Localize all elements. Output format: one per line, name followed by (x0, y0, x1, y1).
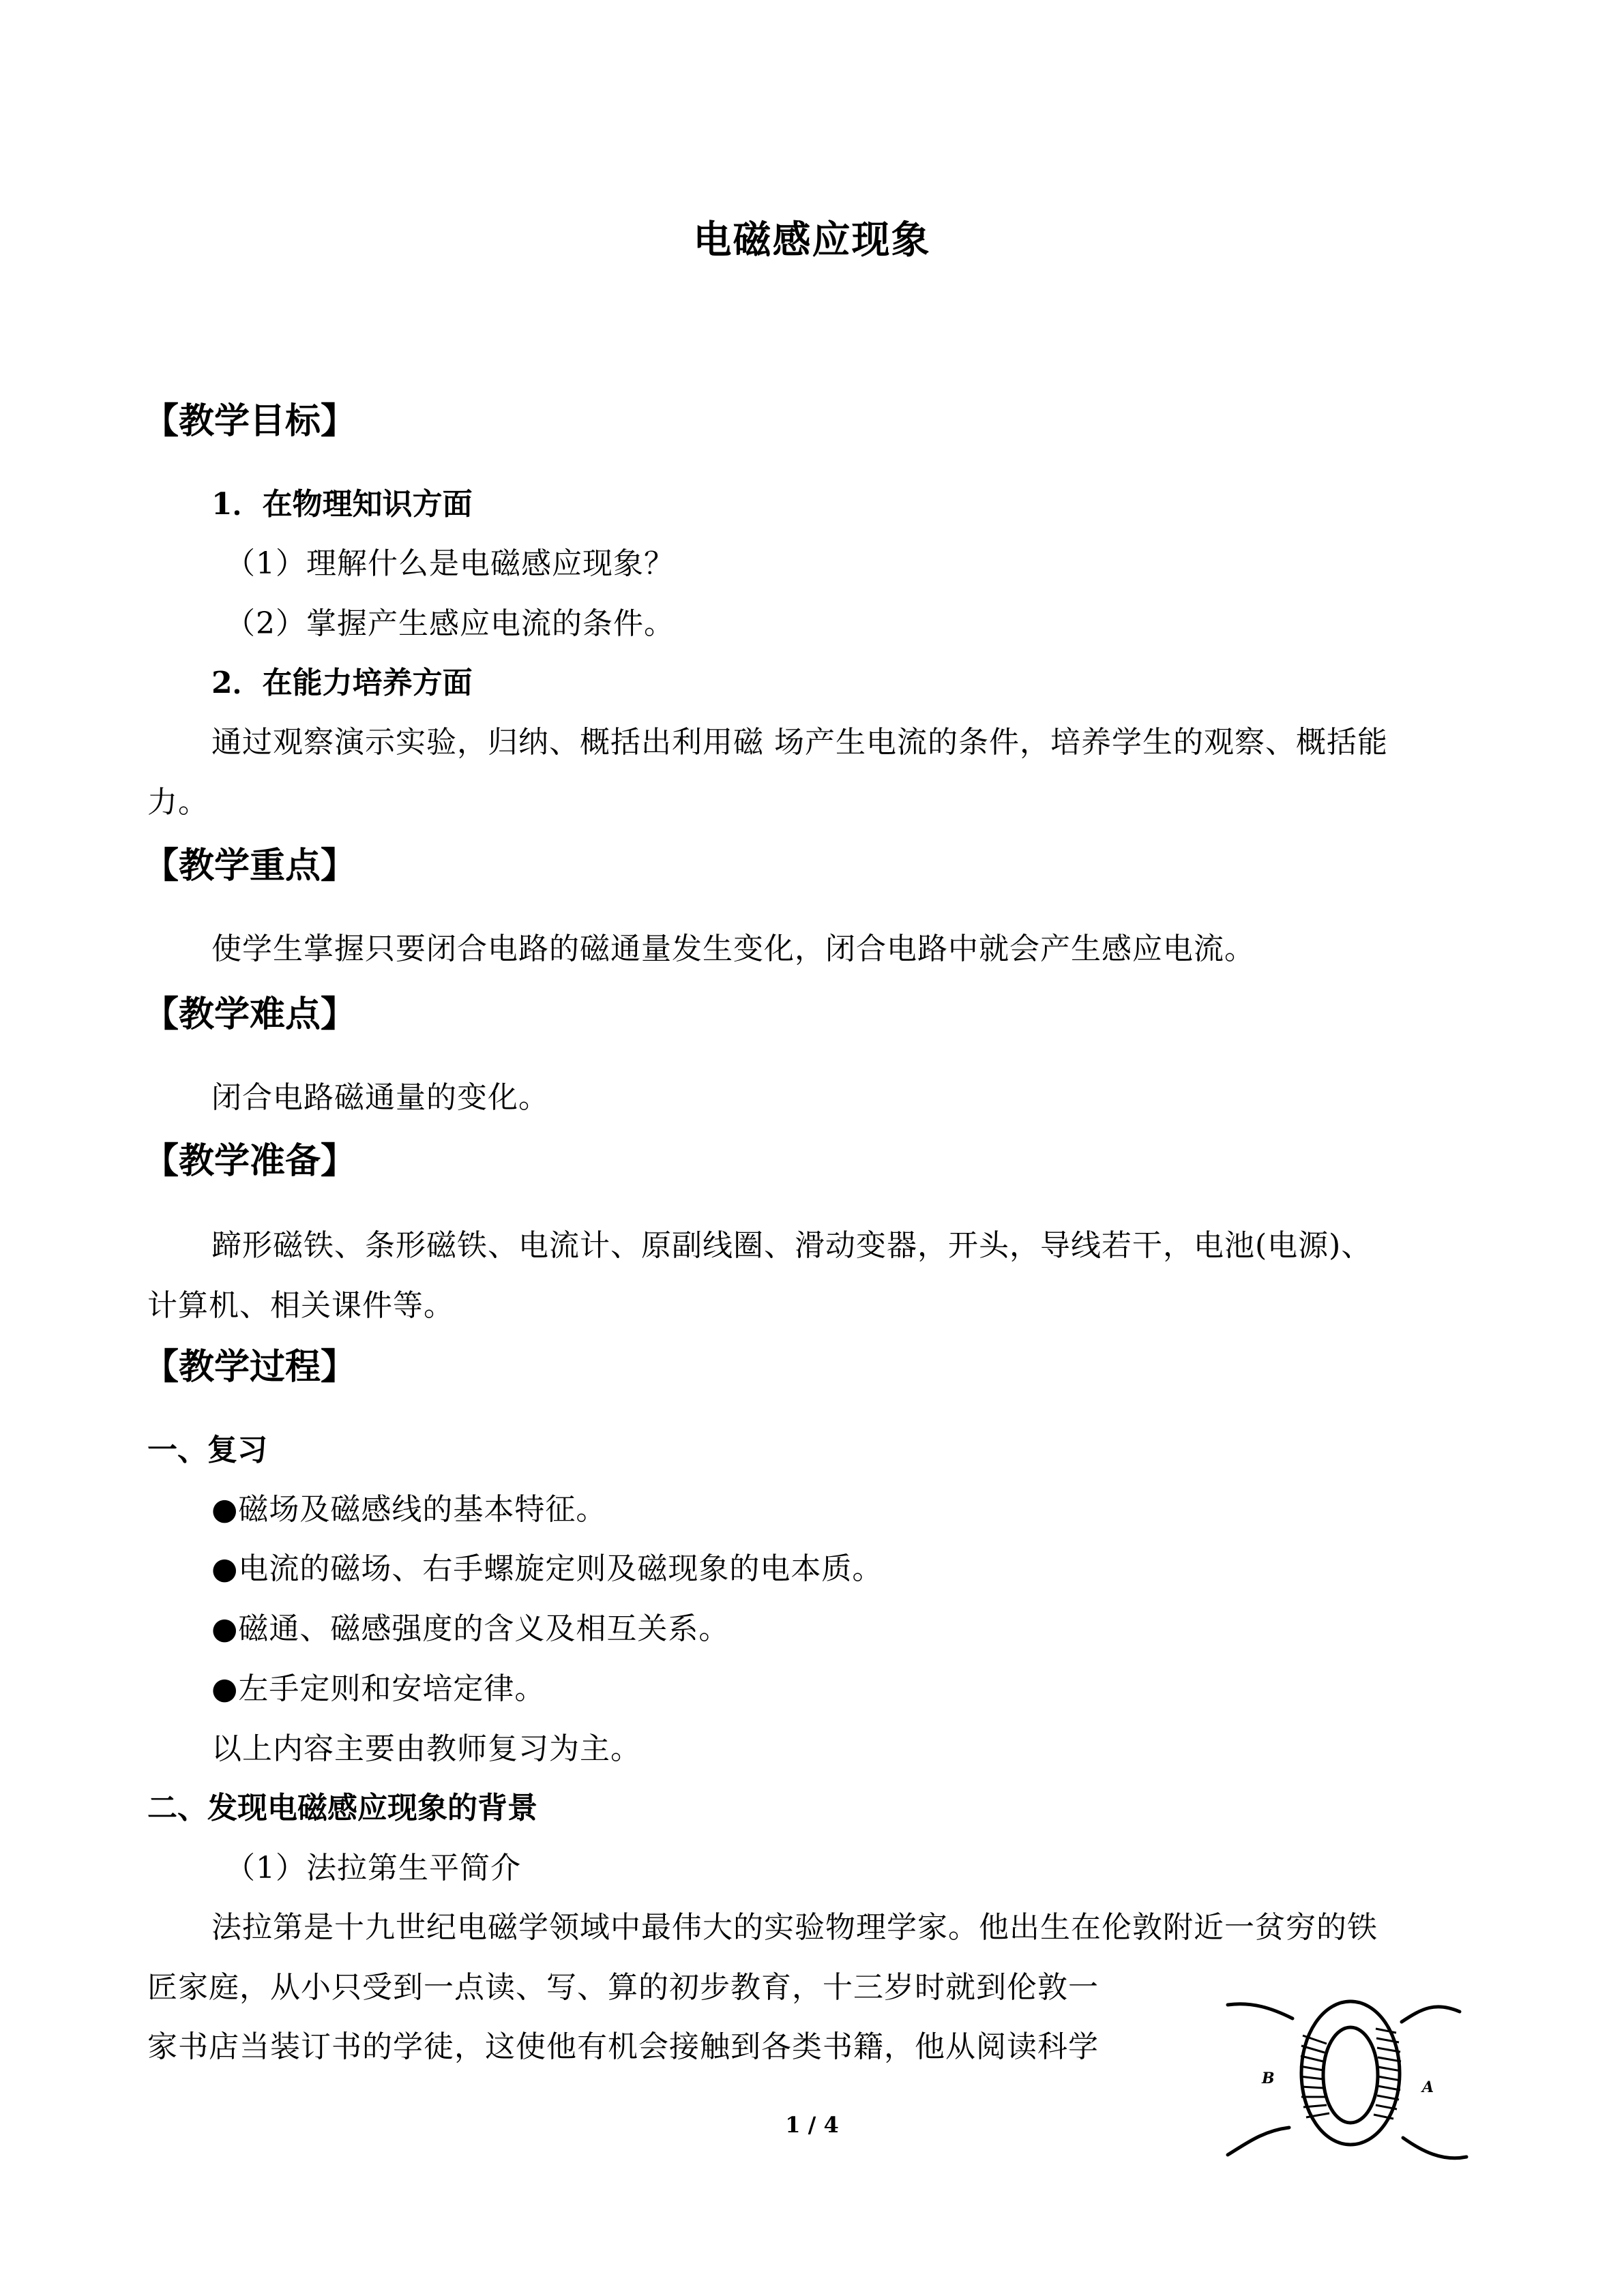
review-heading: 一、复习 (147, 1433, 267, 1467)
faraday-text-line1: 法拉第是十九世纪电磁学领域中最伟大的实验物理学家。他出生在伦敦附近一贫穷的铁 (211, 1910, 1378, 1945)
review-item: ●左手定则和安培定律。 (211, 1671, 546, 1706)
difficulties-text: 闭合电路磁通量的变化。 (211, 1080, 549, 1115)
review-item: ●电流的磁场、右手螺旋定则及磁现象的电本质。 (211, 1551, 883, 1586)
key-points-text: 使学生掌握只要闭合电路的磁通量发生变化，闭合电路中就会产生感应电流。 (211, 931, 1255, 966)
goal2-heading: 2．在能力培养方面 (211, 666, 473, 700)
document-title: 电磁感应现象 (693, 218, 931, 263)
section-difficulties: 【教学难点】 (143, 994, 357, 1035)
goal2-text-line2: 力。 (147, 785, 209, 820)
figure-label-a: A (1422, 2078, 1434, 2096)
figure-label-b: B (1262, 2070, 1275, 2087)
background-heading: 二、发现电磁感应现象的背景 (147, 1791, 537, 1825)
review-item: ●磁场及磁感线的基本特征。 (211, 1492, 607, 1527)
goal1-item2: （2）掌握产生感应电流的条件。 (225, 606, 675, 641)
goal1-item1: （1）理解什么是电磁感应现象？ (225, 546, 675, 581)
section-teaching-goals: 【教学目标】 (143, 400, 357, 442)
faraday-heading: （1）法拉第生平简介 (225, 1851, 521, 1885)
review-note: 以上内容主要由教师复习为主。 (211, 1731, 641, 1766)
preparation-text-line2: 计算机、相关课件等。 (147, 1288, 454, 1323)
goal2-text-line1: 通过观察演示实验，归纳、概括出利用磁 场产生电流的条件，培养学生的观察、概括能 (211, 725, 1388, 760)
goal1-heading: 1．在物理知识方面 (211, 487, 473, 522)
faraday-text-line2: 匠家庭，从小只受到一点读、写、算的初步教育，十三岁时就到伦敦一 (147, 1970, 1099, 2005)
faraday-text-line3: 家书店当装订书的学徒，这使他有机会接触到各类书籍，他从阅读科学 (147, 2029, 1099, 2064)
section-process: 【教学过程】 (143, 1346, 357, 1388)
section-key-points: 【教学重点】 (143, 845, 357, 886)
preparation-text-line1: 蹄形磁铁、条形磁铁、电流计、原副线圈、滑动变器，开头，导线若干，电池(电源)、 (211, 1228, 1372, 1263)
section-preparation: 【教学准备】 (143, 1140, 357, 1182)
review-item: ●磁通、磁感强度的含义及相互关系。 (211, 1611, 730, 1646)
page-number: 1 / 4 (785, 2112, 839, 2138)
